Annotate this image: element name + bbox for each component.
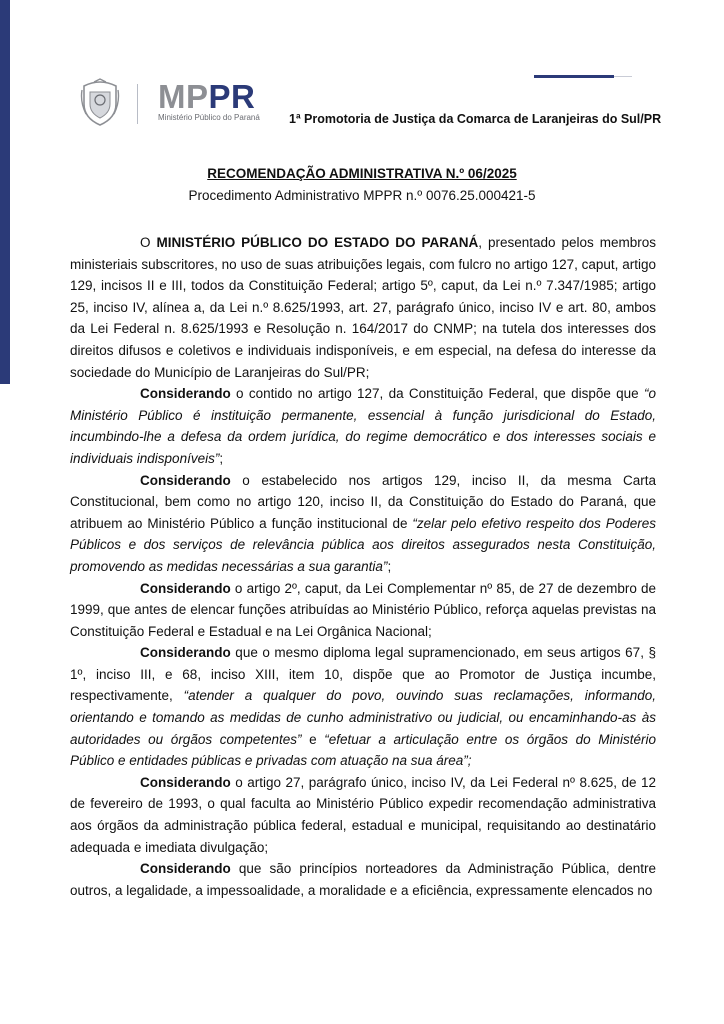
- paragraph-end: ;: [219, 450, 224, 466]
- preamble-lead: O: [140, 235, 157, 250]
- mppr-logo: [158, 80, 255, 113]
- logo-divider: [137, 84, 138, 124]
- paragraph-considerando-4: [70, 642, 656, 772]
- considerando-label: Considerando: [140, 861, 231, 877]
- considerando-label: Considerando: [140, 645, 231, 661]
- considerando-label: Considerando: [140, 580, 231, 596]
- paragraph-quote: “atender a qualquer do povo, ouvindo suas reclamações, informando, orientando e tomando as medidas de cunho administrativo ou judicial, ou encaminhando-as às autoridades ou órgãos competentes”: [70, 688, 656, 747]
- paragraph-text: o artigo 27, parágrafo único, inciso IV, da Lei Federal nº 8.625, de 12 de fevereiro de 1993, o qual faculta ao Ministério Público expedir recomendação administrativa aos órgãos da administração pública federal, estadual e municipal, requisitando ao destinatário adequada e imediata divulgação;: [70, 774, 656, 855]
- document-body: [70, 232, 656, 901]
- paragraph-preamble: [70, 232, 656, 383]
- mppr-logo-mp: MP: [158, 78, 209, 115]
- mppr-logo-pr: PR: [208, 78, 256, 115]
- paragraph-connector: e: [301, 731, 325, 747]
- paragraph-text: o artigo 2º, caput, da Lei Complementar nº 85, de 27 de dezembro de 1999, que antes de elencar funções atribuídas ao Ministério Público, reforça aquelas previstas na Constituição Federal e Estadual e na Lei Orgânica Nacional;: [70, 580, 656, 639]
- considerando-label: Considerando: [140, 774, 231, 790]
- considerando-label: Considerando: [140, 472, 231, 488]
- paragraph-quote: “zelar pelo efetivo respeito dos Poderes Públicos e dos serviços de relevância pública aos direitos assegurados nesta Constituição, promovendo as medidas necessárias a sua garantia”: [70, 515, 656, 574]
- considerando-label: Considerando: [140, 386, 231, 402]
- institution-name: MINISTÉRIO PÚBLICO DO ESTADO DO PARANÁ: [156, 235, 479, 250]
- document-title: RECOMENDAÇÃO ADMINISTRATIVA N.º 06/2025: [207, 166, 517, 181]
- paragraph-quote: “o Ministério Público é instituição permanente, essencial à função jurisdicional do Estado, incumbindo-lhe a defesa da ordem jurídica, do regime democrático e dos interesses sociais e individuais indisponíveis”: [70, 386, 656, 466]
- paragraph-considerando-2: [70, 470, 656, 578]
- paragraph-end: ;: [387, 558, 392, 574]
- office-name: 1ª Promotoria de Justiça da Comarca de Laranjeiras do Sul/PR: [289, 112, 662, 126]
- paragraph-considerando-6: [70, 858, 656, 901]
- paragraph-quote: “efetuar a articulação entre os órgãos do Ministério Público e entidades públicas e privadas com atuação na sua área”;: [70, 731, 656, 769]
- paragraph-text: o contido no artigo 127, da Constituição Federal, que dispõe que: [230, 386, 644, 402]
- paragraph-text: que o mesmo diploma legal supramencionado, em seus artigos 67, § 1º, inciso III, e 68, inciso XIII, item 10, dispõe que ao Promotor de Justiça incumbe, respectivamente,: [70, 645, 656, 704]
- paragraph-considerando-3: [70, 578, 656, 643]
- coat-of-arms-icon: [80, 78, 120, 126]
- document-subtitle: Procedimento Administrativo MPPR n.º 0076.25.000421-5: [188, 188, 536, 203]
- paragraph-considerando-1: [70, 383, 656, 469]
- paragraph-text: que são princípios norteadores da Administração Pública, dentre outros, a legalidade, a impessoalidade, a moralidade e a eficiência, expressamente elencados no: [70, 861, 656, 898]
- header-accent-bar: [534, 75, 614, 78]
- paragraph-considerando-5: [70, 772, 656, 858]
- mppr-logo-subtitle: Ministério Público do Paraná: [158, 113, 260, 122]
- preamble-text: , presentado pelos membros ministeriais subscritores, no uso de suas atribuições legais, com fulcro no artigo 127, caput, artigo 129, incisos II e III, todos da Constituição Federal; artigo 5º, caput, da Lei n.º 7.347/1985; artigo 25, inciso IV, alínea a, da Lei n.º 8.625/1993, art. 27, parágrafo único, inciso IV e art. 80, ambos da Lei Federal n. 8.625/1993 e Resolução n. 164/2017 do CNMP; na tutela dos interesses dos direitos difusos e coletivos e individuais indisponíveis, e em especial, na defesa do interesse da sociedade do Município de Laranjeiras do Sul/PR;: [70, 235, 656, 380]
- paragraph-text: o estabelecido nos artigos 129, inciso II, da mesma Carta Constitucional, bem como no artigo 120, inciso II, da Constituição do Estado do Paraná, que atribuem ao Ministério Público a função institucional de: [70, 472, 656, 531]
